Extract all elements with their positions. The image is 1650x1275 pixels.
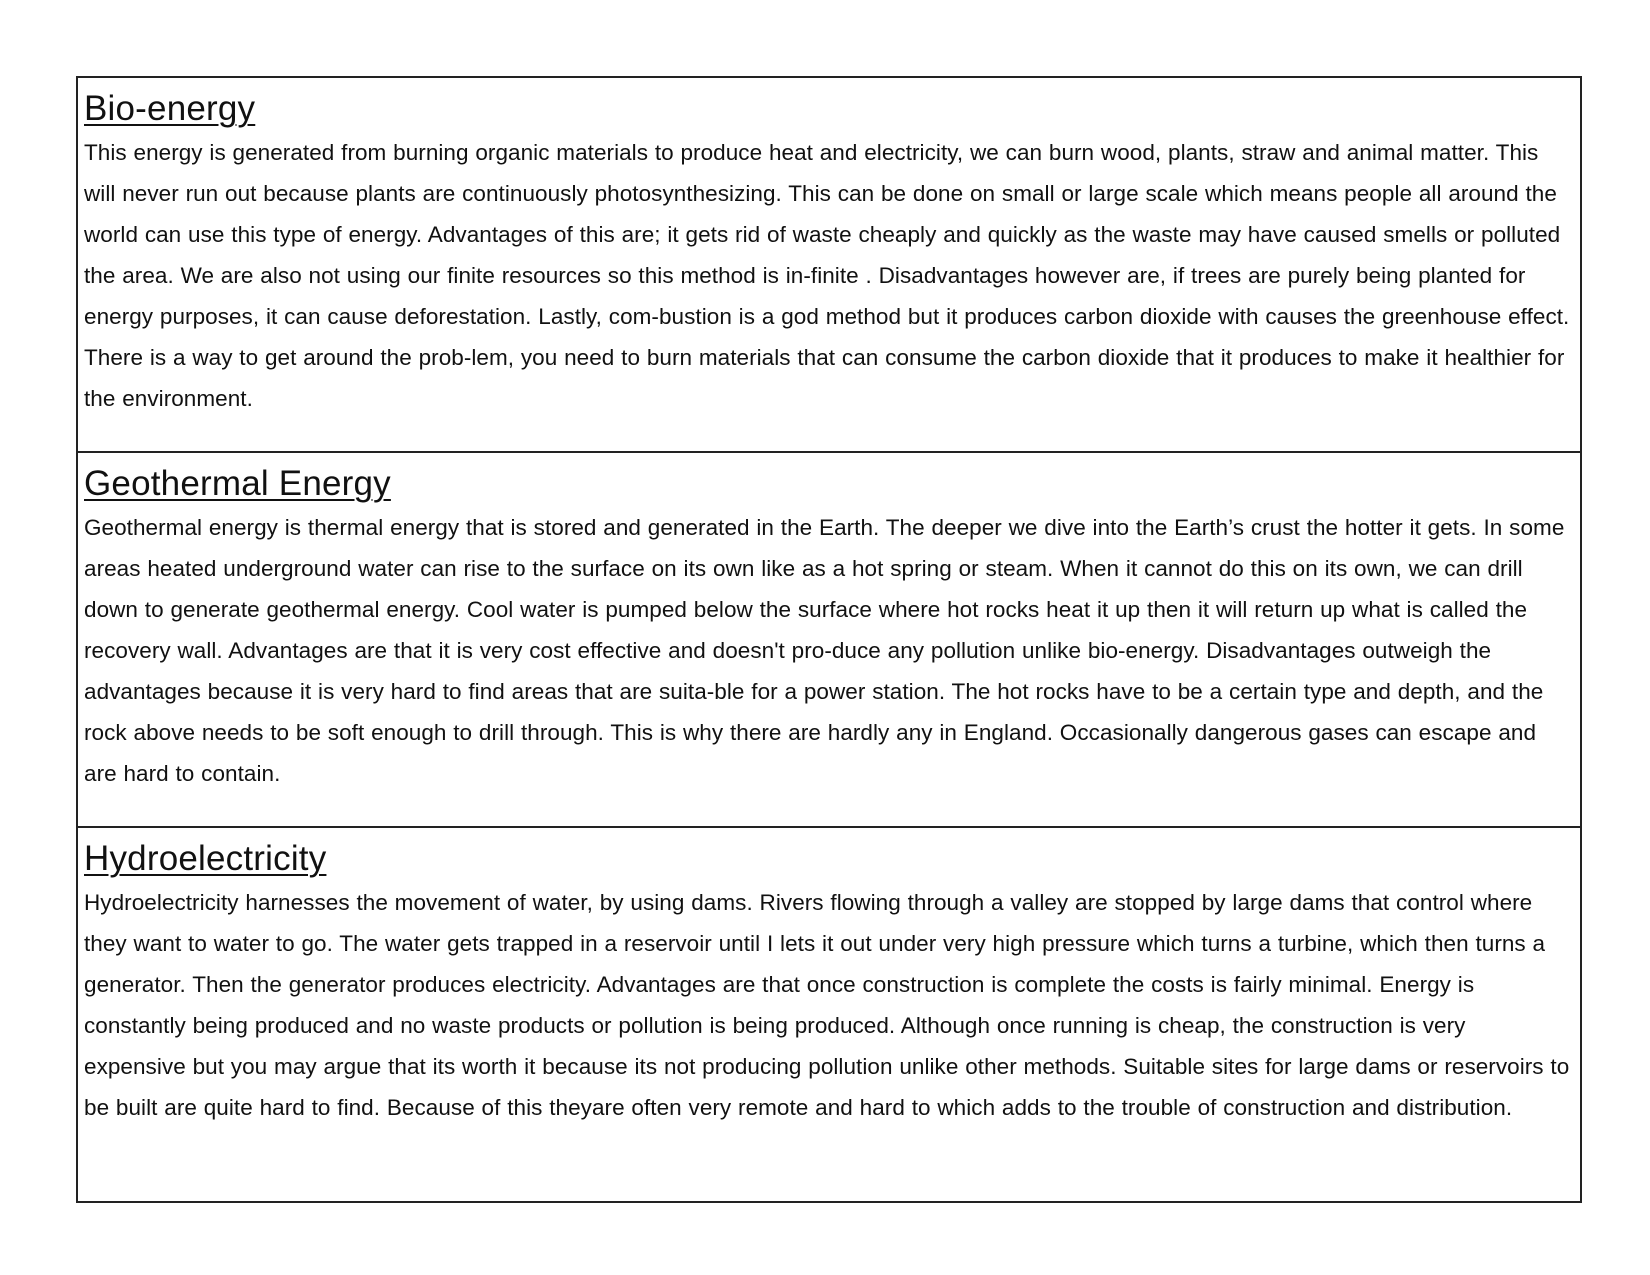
- section-geothermal-energy: [78, 453, 1580, 828]
- energy-table: [76, 76, 1582, 1203]
- section-heading: Geothermal Energy: [84, 464, 391, 503]
- section-hydroelectricity: [78, 828, 1580, 1201]
- section-heading: Hydroelectricity: [84, 839, 327, 878]
- section-body: Geothermal energy is thermal energy that is stored and generated in the Earth. The deeper we dive into the Earth’s crust the hotter it gets. In some areas heated underground water can rise to the surface on its own like as a hot spring or steam. When it cannot do this on its own, we can drill down to generate geothermal energy. Cool water is pumped below the surface where hot rocks heat it up then it will return up what is called the recovery wall. Advantages are that it is very cost effective and doesn't pro-duce any pollution unlike bio-energy. Disadvantages outweigh the advantages because it is very hard to find areas that are suita-ble for a power station. The hot rocks have to be a certain type and depth, and the rock above needs to be soft enough to drill through. This is why there are hardly any in England. Occasionally dangerous gases can escape and are hard to contain.: [84, 515, 1565, 786]
- section-body: Hydroelectricity harnesses the movement of water, by using dams. Rivers flowing through a valley are stopped by large dams that control where they want to water to go. The water gets trapped in a reservoir until I lets it out under very high pressure which turns a turbine, which then turns a generator. Then the generator produces electricity. Advantages are that once construction is complete the costs is fairly minimal. Energy is constantly being produced and no waste products or pollution is being produced. Although once running is cheap, the construction is very expensive but you may argue that its worth it because its not producing pollution unlike other methods. Suitable sites for large dams or reservoirs to be built are quite hard to find. Because of this theyare often very remote and hard to which adds to the trouble of construction and distribution.: [84, 890, 1570, 1120]
- section-body: This energy is generated from burning organic materials to produce heat and electricity, we can burn wood, plants, straw and animal matter. This will never run out because plants are continuously photosynthesizing. This can be done on small or large scale which means people all around the world can use this type of energy. Advantages of this are; it gets rid of waste cheaply and quickly as the waste may have caused smells or polluted the area. We are also not using our finite resources so this method is in-finite . Disadvantages however are, if trees are purely being planted for energy purposes, it can cause deforestation. Lastly, com-bustion is a god method but it produces carbon dioxide with causes the greenhouse effect. There is a way to get around the prob-lem, you need to burn materials that can consume the carbon dioxide that it produces to make it healthier for the environment.: [84, 140, 1570, 411]
- section-bio-energy: [78, 78, 1580, 453]
- section-heading: Bio-energy: [84, 89, 256, 128]
